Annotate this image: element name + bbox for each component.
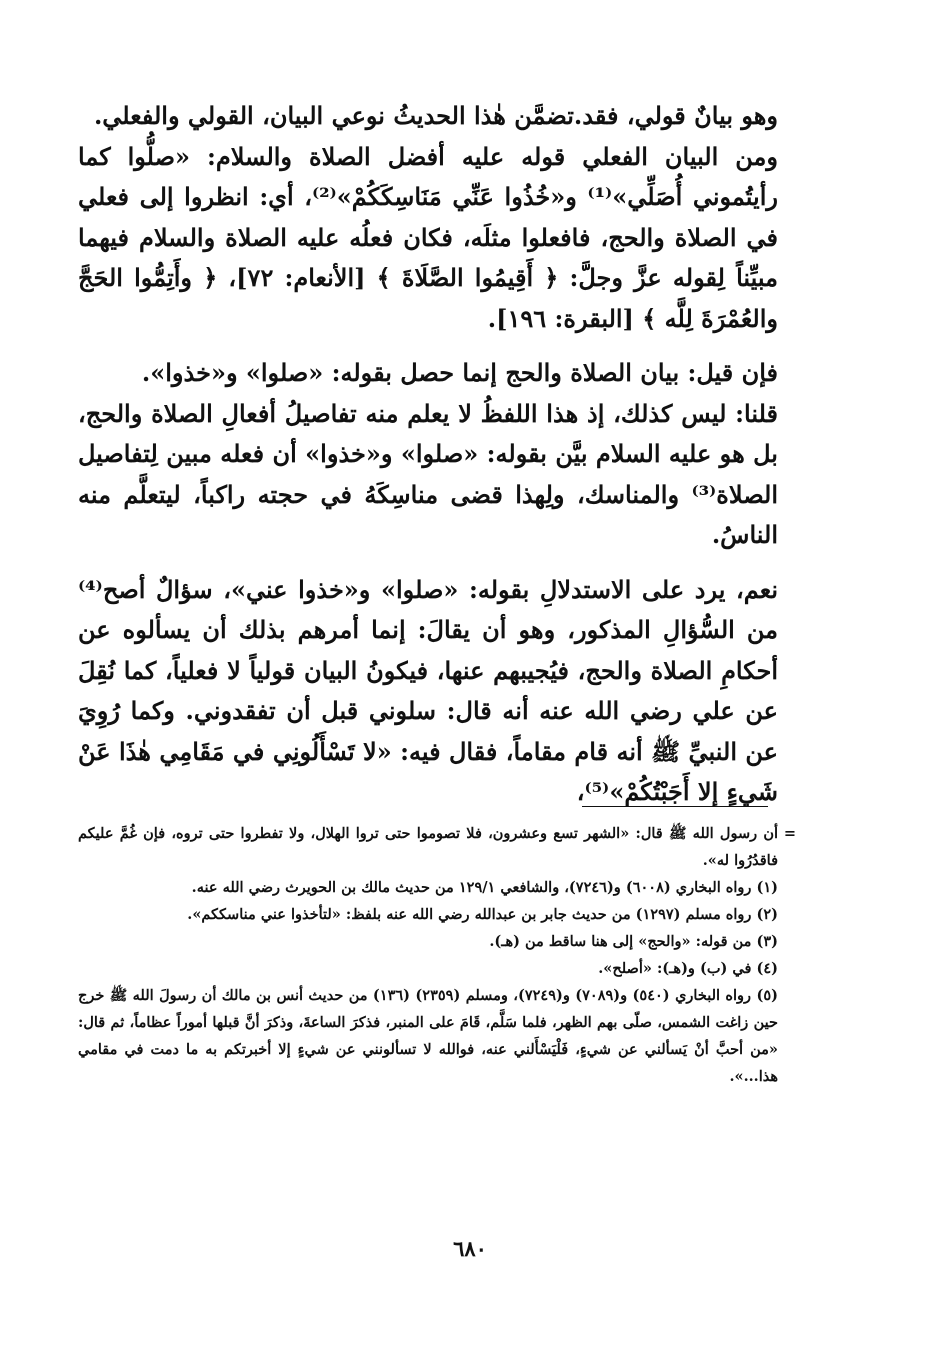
body-paragraph: وهو بيانٌ قولي، فقد.تضمَّن هٰذا الحديثُ نوعي البيان، القولي والفعلي.	[93, 101, 778, 130]
body-paragraph: ومن البيان الفعلي قوله عليه أفضل الصلاة والسلام: «صلُّوا كما رأيتُموني أُصَلِّي»⁽¹⁾ و«خُذُوا عَنِّي مَنَاسِكَكُمْ»⁽²⁾، أي: انظروا إلى فعلي في الصلاة والحج، فافعلوا مثلَه، فكان فعلُه عليه الصلاة والسلام فيهما مبيِّناً لِقوله عزَّ وجلَّ: ﴿ أَقِيمُوا الصَّلَاةَ ﴾ [الأنعام: ٧٢]، ﴿ وأَتِمُّوا الحَجَّ والعُمْرَةَ لِلَّه ﴾ [البقرة: ١٩٦].	[78, 141, 778, 333]
footnote-1: (١) رواه البخاري (٦٠٠٨) و(٧٢٤٦)، والشافعي ١٢٩/١ من حديث مالك بن الحويرث رضي الله عنه.	[191, 879, 778, 896]
footnote-3: (٣) من قوله: «والحج» إلى هنا ساقط من (هـ).	[489, 933, 778, 950]
footnote-continuation-text: أن رسول الله ﷺ قال: «الشهر تسع وعشرون، فلا تصوموا حتى تروا الهلال، ولا تفطروا حتى تروه، فإن غُمَّ عليكم فاقدُرُوا له».	[78, 825, 778, 869]
body-paragraph: نعم، يرد على الاستدلالِ بقوله: «صلوا» و«خذوا عني»، سؤالٌ أصح⁽⁴⁾ من السُّؤالِ المذكور، وهو أن يقالَ: إنما أمرهم بذلك أن يسألوه عن أحكامِ الصلاة والحج، فيُجيبهم عنها، فيكونُ البيان قولياً لا فعلياً، كما نُقِلَ عن علي رضي الله عنه أنه قال: سلوني قبل أن تفقدوني. وكما رُوِيَ عن النبيِّ ﷺ أنه قام مقاماً، فقال فيه: «لا تَسْأَلُونِي في مَقَامِي هٰذَا عَنْ شَيءٍ إلا أَجَبْتُكُمْ»⁽⁵⁾،	[78, 574, 778, 806]
body-paragraph: فإن قيل: بيان الصلاة والحج إنما حصل بقوله: «صلوا» و«خذوا».	[141, 358, 778, 387]
footnote-separator	[582, 806, 768, 807]
continuation-marker: =	[783, 825, 796, 842]
main-body-text	[78, 96, 778, 813]
footnote-continuation	[78, 820, 796, 874]
footnotes-section	[78, 820, 796, 1090]
body-paragraph: قلنا: ليس كذلك، إذ هذا اللفظُ لا يعلم منه تفاصيلُ أفعالِ الصلاة والحج، بل هو عليه السلام بيَّن بقوله: «صلوا» و«خذوا» أن فعله مبين لِتفاصيل الصلاة⁽³⁾ والمناسك، ولِهذا قضى مناسِكَهُ في حجته راكباً، ليتعلَّم منه الناسُ.	[78, 398, 778, 549]
footnote-5: (٥) رواه البخاري (٥٤٠) و(٧٠٨٩) و(٧٢٤٩)، ومسلم (٢٣٥٩) (١٣٦) من حديث أنس بن مالك أن رسولَ الله ﷺ خرج حين زاغت الشمس، صلّى بهم الظهر، فلما سَلَّم، قَامَ على المنبر، فذكرَ الساعةَ، وذكرَ أنَّ قبلها أموراً عظاماً، ثم قال: «من أحبَّ أنْ يَسألني عن شيءٍ، فَلْيَسْأَلني عنه، فوالله لا تسألونني عن شيءٍ إلا أخبرتكم به ما دمت في مقامي هذا...».	[78, 987, 778, 1085]
footnote-2: (٢) رواه مسلم (١٢٩٧) من حديث جابر بن عبدالله رضي الله عنه بلفظ: «لتأخذوا عني مناسككم».	[187, 906, 778, 923]
footnote-4: (٤) في (ب) و(هـ): «أصلح».	[598, 960, 778, 977]
page-number: ٦٨٠	[453, 1236, 487, 1261]
